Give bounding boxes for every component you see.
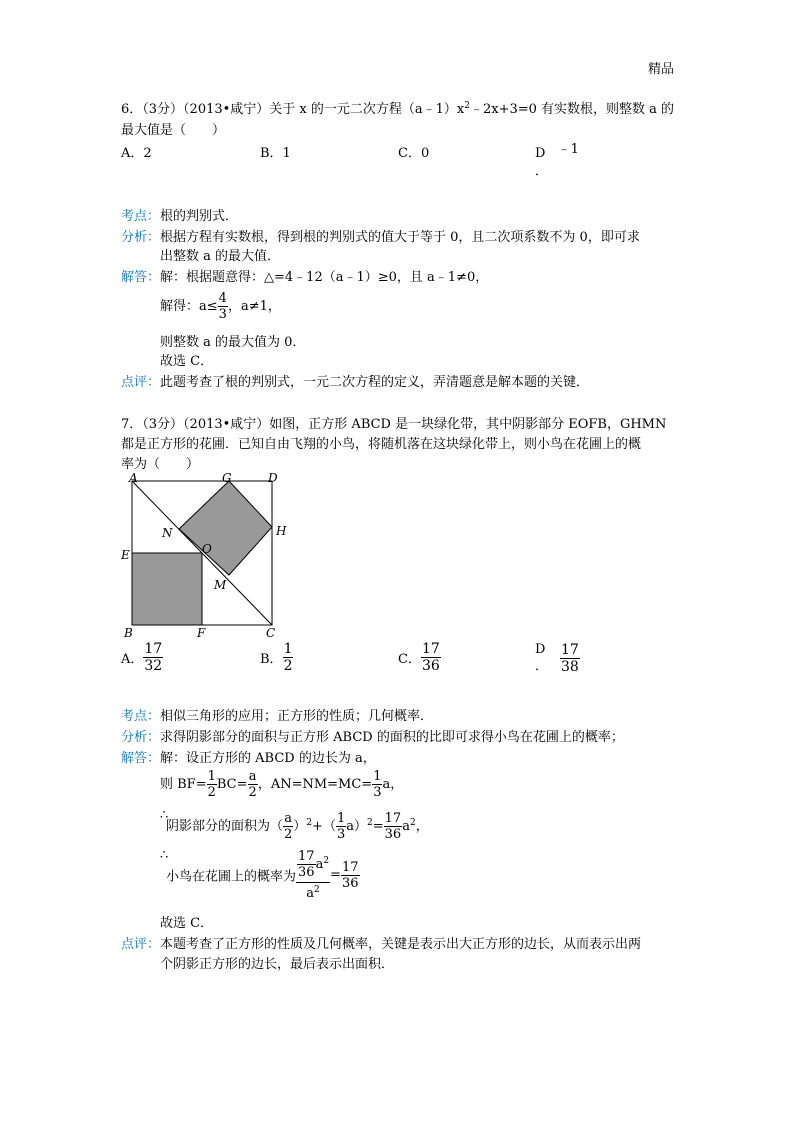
q7-option-d: D ． $\frac{17}{38}$	[535, 642, 579, 676]
label-n: N	[162, 526, 173, 540]
q6-option-c: C．0	[398, 146, 430, 161]
fraction: $\frac{17}{32}$	[144, 641, 163, 674]
fraction: $\frac{1}{3}$	[336, 811, 346, 842]
q7-kaodian: 考点：相似三角形的应用；正方形的性质；几何概率．	[121, 709, 434, 724]
q6-dianping: 点评：此题考查了根的判别式，一元二次方程的定义，弄清题意是解本题的关键．	[121, 375, 590, 390]
q7-jieda-2: 则 BF= $\frac{1}{2}$ BC= $\frac{a}{2}$ ，AN=NM=MC= $\frac{1}{3}$ a，	[160, 769, 404, 800]
label-h: H	[276, 524, 287, 538]
q6-jieda-2: 解得：a≤ $\frac{4}{3}$ ，a≠1，	[160, 291, 281, 322]
fraction: $\frac{1}{2}$	[207, 769, 216, 800]
label-m: M	[214, 578, 227, 592]
compound-fraction: $\frac{17}{36}$ $a^2$ $a^2$	[298, 849, 330, 901]
q7-dianping: 点评：本题考查了正方形的性质及几何概率，关键是表示出大正方形的边长，从而表示出两	[121, 937, 642, 952]
fraction: $\frac{a}{2}$	[284, 811, 293, 842]
fraction: $\frac{1}{3}$	[373, 769, 382, 800]
q7-line3: 率为（ ）	[121, 457, 200, 472]
q7-option-b: B． $\frac{1}{2}$	[260, 641, 293, 674]
fraction: $\frac{17}{36}$	[341, 859, 359, 891]
square-figure	[121, 471, 291, 641]
q7-jieda-5: 故选 C．	[160, 916, 214, 931]
q7-fenxi: 分析：求得阴影部分的面积与正方形 ABCD 的面积的比即可求得小鸟在花圃上的概率；	[121, 730, 624, 745]
fraction: $\frac{1}{2}$	[283, 641, 293, 674]
fraction: $\frac{17}{36}$	[298, 849, 315, 880]
q7-line1: 7．（3分）（2013•咸宁）如图，正方形 ABCD 是一块绿化带，其中阴影部分 EOFB，GHMN	[121, 417, 667, 432]
label-e: E	[121, 548, 130, 562]
shaded-square-eofb	[132, 553, 202, 625]
label-g: G	[222, 471, 232, 485]
q6-jieda: 解答：解：根据题意得：△=4﹣12（a﹣1）≥0，且 a﹣1≠0，	[121, 270, 489, 285]
label-o: O	[202, 542, 212, 556]
q6-jieda-4: 故选 C．	[160, 354, 214, 369]
q7-line2: 都是正方形的花圃．已知自由飞翔的小鸟，将随机落在这块绿化带上，则小鸟在花圃上的概	[121, 437, 642, 452]
q6-fenxi: 分析：根据方程有实数根，得到根的判别式的值大于等于 0，且二次项系数不为 0，即可求	[121, 230, 640, 245]
label-c: C	[266, 626, 276, 640]
label-d: D	[268, 471, 278, 485]
q6-option-d-dot: ．	[535, 164, 549, 179]
q6-fenxi-2: 出整数 a 的最大值．	[160, 249, 281, 264]
fraction: $\frac{4}{3}$	[218, 291, 227, 322]
q6-option-d: D ﹣1	[535, 142, 579, 161]
q7-option-c: C． $\frac{17}{36}$	[398, 641, 440, 674]
q6-jieda-3: 则整数 a 的最大值为 0．	[160, 335, 306, 350]
q7-jieda-4: 小鸟在花圃上的概率为 $\frac{17}{36}$ $a^2$ $a^2$ = $\frac{17}{36}$	[166, 849, 359, 901]
fraction: $\frac{17}{36}$	[421, 641, 440, 674]
header-tag: 精品	[648, 62, 675, 77]
label-a: A	[129, 471, 138, 485]
fraction: $\frac{17}{36}$	[384, 811, 402, 842]
therefore-symbol: ∴	[160, 808, 169, 823]
fraction: $\frac{17}{38}$	[561, 642, 579, 676]
therefore-symbol: ∴	[160, 848, 169, 863]
q7-jieda: 解答：解：设正方形的 ABCD 的边长为 a，	[121, 751, 376, 766]
q6-line1: 6．（3分）（2013•咸宁）关于 x 的一元二次方程$(a﹣1)x^2﹣2x+3=0$ 有实数根，则整数 a 的	[121, 101, 675, 117]
q7-option-a: A． $\frac{17}{32}$	[121, 641, 163, 674]
label-f: F	[197, 626, 206, 640]
q6-line2: 最大值是（ ）	[121, 123, 226, 138]
q6-option-a: A．2	[121, 146, 152, 161]
q7-dianping-2: 个阴影正方形的边长，最后表示出面积．	[160, 957, 395, 972]
q7-jieda-3: 阴影部分的面积为（ $\frac{a}{2}$ ）$^2$+（ $\frac{1}{3}$ a）$^2$= $\frac{17}{36}$ $a^2$，	[166, 811, 429, 842]
q6-option-b: B．1	[260, 146, 291, 161]
label-b: B	[124, 626, 133, 640]
fraction: $\frac{a}{2}$	[248, 769, 257, 800]
q6-kaodian: 考点：根的判别式．	[121, 209, 239, 224]
